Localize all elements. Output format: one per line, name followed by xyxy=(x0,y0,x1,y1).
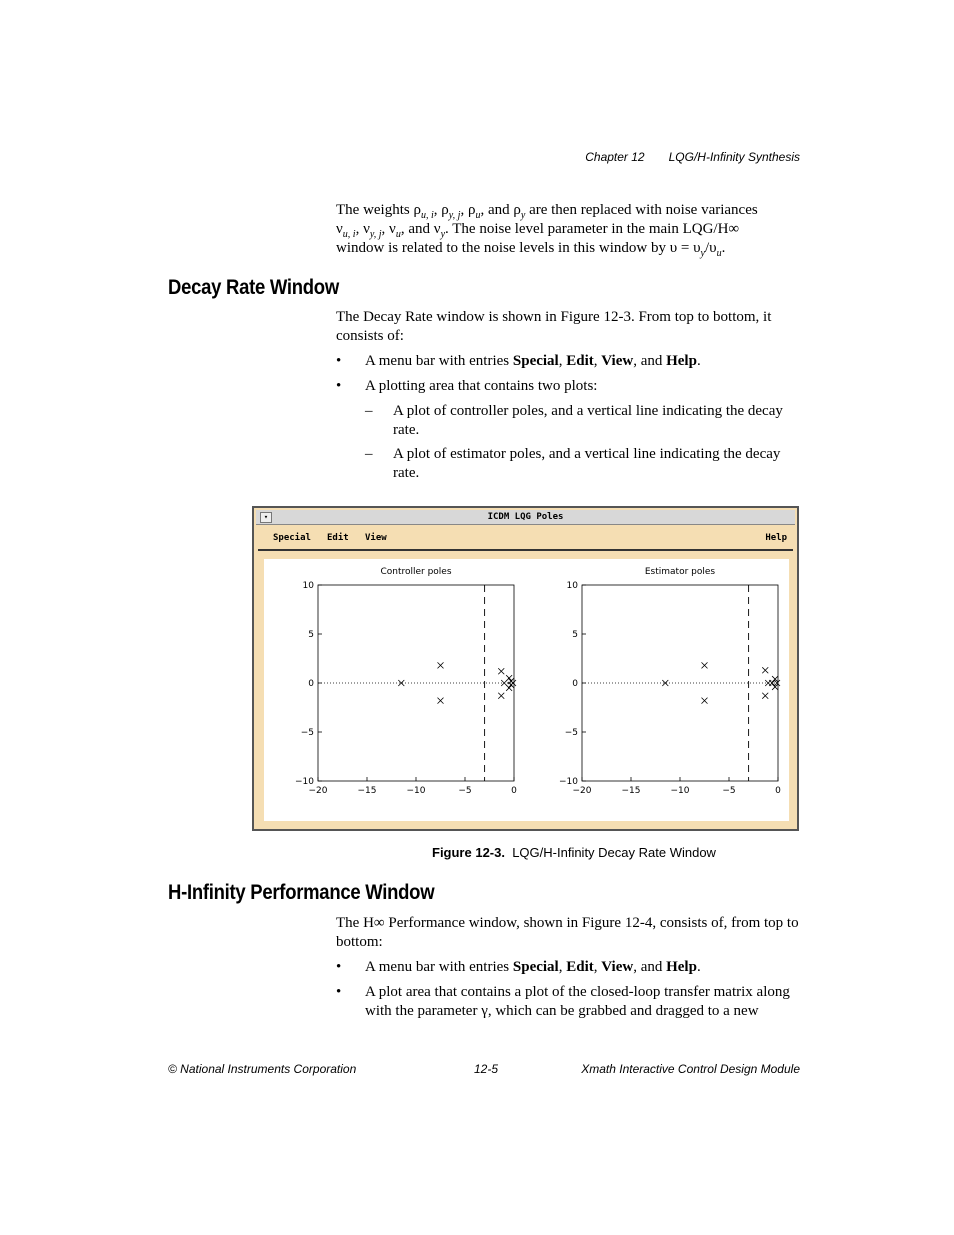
window-menu-icon[interactable]: ▾ xyxy=(260,512,272,523)
rho-symbol: ρ xyxy=(441,202,449,218)
comma: , xyxy=(460,202,468,218)
intro-formula-2: /υ xyxy=(705,240,717,256)
nu-symbol: ν xyxy=(336,221,343,237)
intro-text-4: window is related to the noise levels in this window by xyxy=(336,240,670,256)
chapter-title: LQG/H-Infinity Synthesis xyxy=(668,150,800,164)
y-tick-label: 10 xyxy=(566,581,578,591)
x-tick-label: −10 xyxy=(670,786,690,796)
pole-marker xyxy=(438,662,444,668)
sub-list-item: – A plot of controller poles, and a vertical line indicating the decay rate. xyxy=(365,403,783,438)
pole-marker xyxy=(762,693,768,699)
and-text: , and xyxy=(633,959,667,975)
caption-label: Figure 12-3. xyxy=(432,845,505,860)
poles-plots xyxy=(264,559,789,821)
intro-formula: υ = υ xyxy=(669,240,701,256)
y-tick-label: −5 xyxy=(564,728,578,738)
menu-entry-edit: Edit xyxy=(566,353,594,369)
intro-paragraph: The weights $\rho_{u, i}$, $\rho_{y, j}$, $\rho_u$, and $\rho_y$ are then replaced with noise variances $\nu_{u, i}$, $\nu_{y, j}$, $\nu_u$, and $\nu_y$. The noise level parameter in the main LQG/H∞ window is related to the noise levels in this window by $\upsilon = \upsilon_y/\upsilon_u$. xyxy=(336,202,758,259)
y-tick-label: 10 xyxy=(302,581,314,591)
menu-entry-view: View xyxy=(601,353,634,369)
x-tick-label: −5 xyxy=(458,786,472,796)
comma: , xyxy=(381,221,390,237)
section-heading-h-infinity: H-Infinity Performance Window xyxy=(168,881,435,904)
list-item: • A menu bar with entries Special, Edit, View, and Help. xyxy=(336,959,701,975)
pole-marker xyxy=(498,668,504,674)
x-tick-label: −5 xyxy=(722,786,736,796)
icdm-lqg-poles-window xyxy=(252,506,799,831)
y-tick-label: 0 xyxy=(308,679,314,689)
y-tick-label: −10 xyxy=(295,777,314,787)
subscript-yj: y, j xyxy=(448,210,461,221)
nu-symbol: ν xyxy=(389,221,396,237)
intro-text-3: The noise level parameter in the main LQG/H∞ xyxy=(452,221,740,237)
menu-bar xyxy=(258,527,793,551)
sub-item-text: A plot of estimator poles, and a vertical line indicating the decay rate. xyxy=(393,446,781,481)
comma: , xyxy=(433,202,442,218)
subscript-ui: u, i xyxy=(420,210,434,221)
x-tick-label: −15 xyxy=(621,786,641,796)
list-item: • A menu bar with entries Special, Edit, View, and Help. xyxy=(336,353,701,369)
sub-item-text: A plot of controller poles, and a vertical line indicating the decay rate. xyxy=(393,403,783,438)
section1-bullets xyxy=(336,352,802,483)
menu-entry-edit: Edit xyxy=(566,959,594,975)
pole-marker xyxy=(702,662,708,668)
y-tick-label: −10 xyxy=(559,777,578,787)
menu-entry-special: Special xyxy=(512,959,559,975)
menu-entry-special: Special xyxy=(512,353,559,369)
subscript-y: y xyxy=(440,229,446,240)
rho-symbol: ρ xyxy=(413,202,421,218)
section-heading-decay-rate: Decay Rate Window xyxy=(168,276,339,299)
footer-page-number: 12-5 xyxy=(474,1062,499,1076)
figure-caption xyxy=(432,845,716,860)
x-tick-label: −20 xyxy=(308,786,328,796)
and-text: , and xyxy=(633,353,667,369)
menu-special[interactable]: Special xyxy=(273,533,311,543)
y-tick-label: 0 xyxy=(572,679,578,689)
list-item: • A plotting area that contains two plots: – A plot of controller poles, and a vertical line indicating the decay rate. – A plot of estimator poles, and a vertical line indicating the decay rate. xyxy=(336,377,802,483)
chapter-number: Chapter 12 xyxy=(585,150,645,164)
y-tick-label: 5 xyxy=(308,630,314,640)
subscript-ui: u, i xyxy=(342,229,356,240)
subscript-y: y xyxy=(520,210,526,221)
intro-text-2: are then replaced with noise variances xyxy=(525,202,758,218)
pole-marker xyxy=(506,685,512,691)
pole-marker xyxy=(506,675,512,681)
and-word: and xyxy=(487,202,510,218)
plot-title: Estimator poles xyxy=(644,567,716,577)
menu-help[interactable]: Help xyxy=(765,533,787,543)
subscript-u: u xyxy=(716,248,722,259)
subscript-u: u xyxy=(395,229,401,240)
footer-right: Xmath Interactive Control Design Module xyxy=(581,1062,800,1076)
bullet-text: A menu bar with entries xyxy=(365,959,513,975)
menu-edit[interactable]: Edit xyxy=(327,533,349,543)
x-tick-label: −20 xyxy=(572,786,592,796)
footer-left: © National Instruments Corporation xyxy=(168,1062,357,1076)
subscript-yj: y, j xyxy=(369,229,382,240)
x-tick-label: −10 xyxy=(406,786,426,796)
pole-marker xyxy=(438,698,444,704)
page-header xyxy=(585,150,800,164)
y-tick-label: −5 xyxy=(300,728,314,738)
bullet-text: A menu bar with entries xyxy=(365,353,513,369)
list-item: • A plot area that contains a plot of the closed-loop transfer matrix along with the parameter γ, which can be grabbed and dragged to a new xyxy=(336,984,790,1019)
subscript-y: y xyxy=(700,248,705,259)
section1-paragraph: The Decay Rate window is shown in Figure 12-3. From top to bottom, it consists of: xyxy=(336,309,772,344)
menu-view[interactable]: View xyxy=(365,533,387,543)
rho-symbol: ρ xyxy=(513,202,521,218)
comma: , xyxy=(355,221,364,237)
section2-paragraph: The H∞ Performance window, shown in Figure 12-4, consists of, from top to bottom: xyxy=(336,915,799,950)
window-titlebar xyxy=(256,510,795,525)
caption-text: LQG/H-Infinity Decay Rate Window xyxy=(512,845,716,860)
menu-entry-view: View xyxy=(601,959,634,975)
nu-symbol: ν xyxy=(363,221,370,237)
pole-marker xyxy=(498,693,504,699)
subscript-u: u xyxy=(475,210,481,221)
and-word: and xyxy=(408,221,431,237)
pole-marker xyxy=(762,667,768,673)
intro-text-1: The weights xyxy=(336,202,414,218)
menu-entry-help: Help xyxy=(666,353,697,369)
x-tick-label: 0 xyxy=(775,786,781,796)
sub-list-item: – A plot of estimator poles, and a vertical line indicating the decay rate. xyxy=(365,446,781,481)
bullet-text: A plotting area that contains two plots: xyxy=(365,378,598,394)
bullet-text: A plot area that contains a plot of the closed-loop transfer matrix along with the parameter γ, which can be grabbed and dragged to a new xyxy=(365,984,790,1019)
y-tick-label: 5 xyxy=(572,630,578,640)
section2-body xyxy=(336,914,802,1027)
window-title: ICDM LQG Poles xyxy=(487,512,564,522)
nu-symbol: ν xyxy=(433,221,441,237)
section2-bullets xyxy=(336,958,802,1021)
sub-list xyxy=(365,402,802,483)
plot-title: Controller poles xyxy=(380,567,452,577)
menu-entry-help: Help xyxy=(666,959,697,975)
rho-symbol: ρ xyxy=(467,202,476,218)
plot-area xyxy=(264,559,789,821)
section1-body xyxy=(336,308,802,489)
x-tick-label: −15 xyxy=(357,786,377,796)
pole-marker xyxy=(702,698,708,704)
x-tick-label: 0 xyxy=(511,786,517,796)
